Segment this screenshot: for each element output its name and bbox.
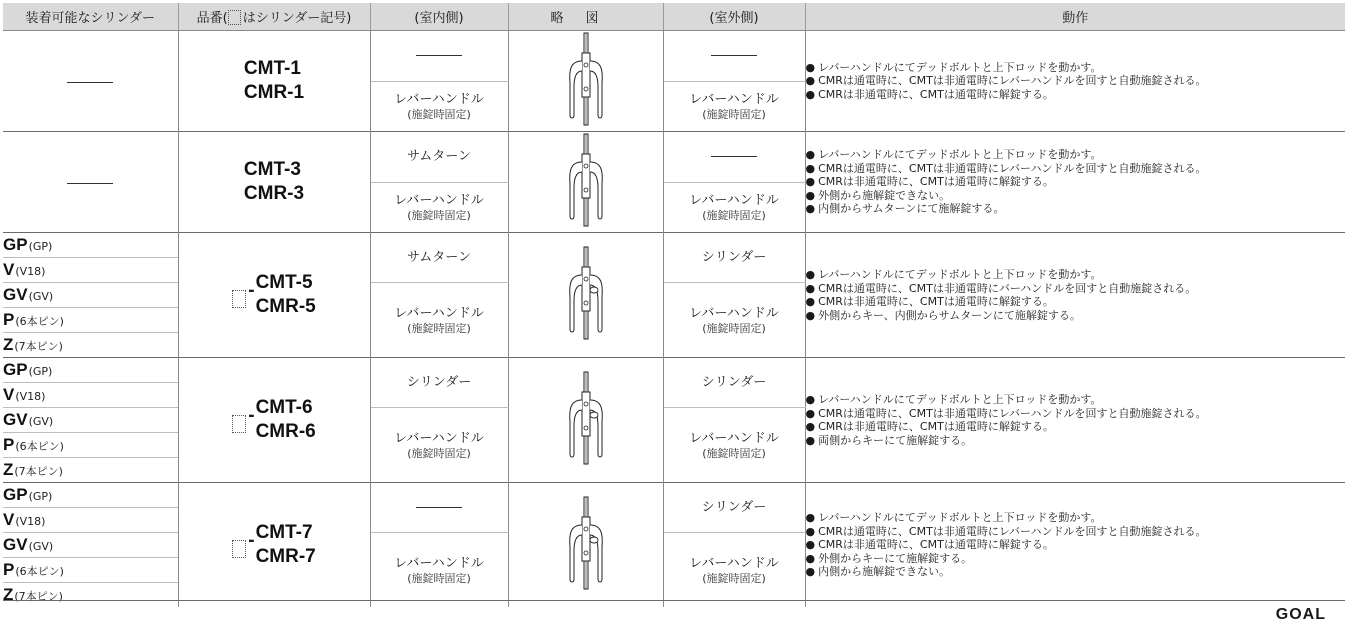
fixed-note: (施錠時固定) [702,208,766,222]
model-number: CMR-7 [255,546,316,568]
model-numbers [244,57,304,105]
cylinder-code: V [3,510,15,529]
lock-diagram-cell [508,31,663,132]
action-item [806,189,1346,203]
bullet-icon: ● [805,308,816,322]
cylinder-spec: (GP) [28,365,53,378]
cylinder-code: Z [3,460,14,479]
action-item [806,393,1346,407]
action-item [806,88,1346,102]
bullet-icon: ● [805,175,816,189]
model-number: CMR-6 [255,421,316,442]
fixed-note: (施錠時固定) [702,446,766,460]
outside-bottom-cell [663,533,805,608]
inside-top-cell [370,358,508,408]
outside-top-cell [663,483,805,533]
bullet-icon: ● [805,268,816,281]
model-number: CMT-7 [255,522,313,544]
prefix-dash: - [248,405,255,426]
action-text: CMRは非通電時に、CMTは通電時に解錠する。 [818,420,1054,433]
header-action: 動作 [805,3,1345,31]
action-text: 両側からキーにて施解錠する。 [818,433,973,447]
action-text: CMRは通電時に、CMTは非通電時にレバーハンドルを回すと自動施錠される。 [818,406,1207,420]
action-item [806,148,1346,162]
lock-spec-table [3,3,1345,607]
header-cylinder: 装着可能なシリンダー [3,3,178,31]
table-row [3,31,1345,82]
cylinder-option [3,558,178,583]
bullet-icon: ● [805,565,816,579]
inside-bottom-label: レバーハンドル [394,555,484,571]
prefix-dash: - [248,280,255,301]
action-text: レバーハンドルにてデッドボルトと上下ロッドを動かす。 [818,60,1102,74]
empty-dash [67,82,113,83]
cylinder-code: P [3,435,15,454]
action-item [806,162,1346,176]
action-item [806,282,1346,296]
action-cell [805,483,1345,608]
inside-top-cell [370,233,508,283]
action-text: CMRは通電時に、CMTは非通電時にレバーハンドルを回すと自動施錠される。 [818,161,1207,175]
cylinder-option [3,283,178,308]
model-wrap [232,521,316,569]
lock-diagram-cell [508,233,663,358]
action-item [806,511,1346,525]
outside-bottom-cell [663,283,805,358]
prefix-dash: - [248,530,255,552]
cylinder-spec: (GV) [28,540,54,553]
bullet-icon: ● [805,511,816,525]
action-text: CMRは非通電時に、CMTは通電時に解錠する。 [818,538,1054,552]
bullet-icon: ● [805,551,816,565]
inside-top-cell [370,132,508,183]
cylinder-code: GV [3,410,28,429]
action-item [806,434,1346,448]
cylinder-code: GP [3,235,28,254]
model-numbers [256,271,316,319]
bullet-icon: ● [805,148,816,162]
outside-bottom-label: レバーハンドル [689,430,779,446]
inside-bottom-cell [370,283,508,358]
cylinder-option [3,408,178,433]
cylinder-option [3,308,178,333]
action-item [806,538,1346,552]
bullet-icon: ● [805,74,816,88]
bullet-icon: ● [805,60,816,74]
model-number: CMT-3 [243,159,301,180]
fixed-note: (施錠時固定) [702,107,766,121]
cylinder-spec: (6本ピン) [15,565,64,578]
model-cell [178,132,370,233]
table-row [3,233,1345,258]
action-text: レバーハンドルにてデッドボルトと上下ロッドを動かす。 [818,148,1102,162]
cylinder-option [3,383,178,408]
model-wrap [232,396,316,444]
action-item [806,202,1346,216]
cylinder-spec: (V18) [15,515,46,528]
outside-bottom-cell [663,408,805,483]
model-cell [178,358,370,483]
action-item [806,565,1346,579]
cylinder-option [3,433,178,458]
model-number: CMR-1 [243,82,305,103]
outside-top-label: シリンダー [701,374,767,390]
action-text: CMRは非通電時に、CMTは通電時に解錠する。 [818,87,1054,101]
bullet-icon: ● [805,281,816,295]
outside-top-label: シリンダー [701,249,767,265]
model-wrap [244,158,304,206]
inside-bottom-cell [370,408,508,483]
cylinder-option [3,358,178,383]
bullet-icon: ● [805,161,816,175]
outside-bottom-cell [663,182,805,233]
action-text: レバーハンドルにてデッドボルトと上下ロッドを動かす。 [818,393,1102,406]
header-model-pre: 品番( [196,11,228,26]
action-item [806,295,1346,309]
model-number: CMR-3 [243,183,305,204]
outside-top-label: シリンダー [701,499,767,515]
bullet-icon: ● [805,295,816,308]
inside-bottom-label: レバーハンドル [394,91,484,107]
model-wrap [244,57,304,105]
outside-bottom-label: レバーハンドル [689,91,779,107]
cylinder-code: P [3,560,15,579]
cylinder-code: GV [3,285,28,304]
cylinder-option [3,233,178,258]
lock-diagram-cell [508,132,663,233]
fixed-note: (施錠時固定) [702,321,766,335]
outside-top-cell [663,132,805,183]
empty-dash [711,156,757,157]
prefix-box-icon [232,415,246,433]
action-text: レバーハンドルにてデッドボルトと上下ロッドを動かす。 [818,268,1102,281]
model-numbers [244,158,304,206]
cylinder-spec: (6本ピン) [15,315,64,328]
inside-top-label: サムターン [406,148,472,164]
cylinder-none [3,31,178,132]
bullet-icon: ● [805,420,816,433]
model-number: CMT-5 [255,272,313,293]
action-item [806,525,1346,539]
cylinder-code: GP [3,360,28,379]
bullet-icon: ● [805,538,816,552]
cylinder-spec: (GP) [28,240,53,253]
fixed-note: (施錠時固定) [407,571,471,585]
action-cell [805,132,1345,233]
inside-bottom-cell [370,533,508,608]
action-text: CMRは非通電時に、CMTは通電時に解錠する。 [818,295,1054,308]
lock-diagram-icon [564,245,608,341]
table-row [3,132,1345,183]
action-item [806,175,1346,189]
model-number: CMR-5 [255,296,316,317]
action-cell [805,31,1345,132]
cylinder-code: GP [3,485,28,504]
header-inside: (室内側) [370,3,508,31]
cylinder-option [3,483,178,508]
outside-top-cell [663,31,805,82]
inside-top-label: サムターン [406,249,472,265]
cylinder-none [3,132,178,233]
inside-bottom-label: レバーハンドル [394,430,484,446]
cylinder-option [3,583,178,608]
table-body [3,31,1345,608]
bullet-icon: ● [805,524,816,538]
action-item [806,420,1346,434]
model-cell [178,31,370,132]
action-text: 外側から施解錠できない。 [818,188,951,202]
empty-dash [67,183,113,184]
cylinder-code: P [3,310,15,329]
fixed-note: (施錠時固定) [702,571,766,585]
fixed-note: (施錠時固定) [407,321,471,335]
inside-bottom-cell [370,81,508,132]
header-model [178,3,370,31]
cylinder-spec: (V18) [15,390,46,403]
action-text: CMRは非通電時に、CMTは通電時に解錠する。 [818,175,1054,189]
cylinder-spec: (GV) [28,415,54,428]
outside-bottom-label: レバーハンドル [689,305,779,321]
cylinder-spec: (7本ピン) [14,465,63,478]
inside-bottom-label: レバーハンドル [394,192,484,208]
action-item [806,407,1346,421]
prefix-box-icon [232,290,246,308]
cylinder-spec: (7本ピン) [14,590,63,604]
empty-dash [416,55,462,56]
cylinder-code: V [3,385,15,404]
model-numbers [256,521,316,569]
cylinder-code: Z [3,335,14,354]
prefix-box-icon [228,10,241,25]
table-row [3,358,1345,383]
model-number: CMT-1 [243,58,301,79]
cylinder-spec: (GP) [28,490,53,503]
action-item [806,309,1346,323]
inside-bottom-label: レバーハンドル [394,305,484,321]
model-cell [178,483,370,608]
cylinder-option [3,458,178,483]
bottom-rule [3,600,1345,601]
bullet-icon: ● [805,87,816,101]
bullet-icon: ● [805,433,816,447]
bullet-icon: ● [805,406,816,420]
inside-top-label: シリンダー [406,374,472,390]
action-item [806,74,1346,88]
lock-diagram-cell [508,483,663,608]
cylinder-spec: (V18) [15,265,46,278]
empty-dash [416,507,462,508]
fixed-note: (施錠時固定) [407,208,471,222]
action-text: 内側から施解錠できない。 [818,565,951,579]
lock-diagram-icon [564,370,608,466]
cylinder-code: Z [3,585,14,605]
action-cell [805,233,1345,358]
outside-top-cell [663,233,805,283]
action-cell [805,358,1345,483]
outside-bottom-label: レバーハンドル [689,192,779,208]
cylinder-code: V [3,260,15,279]
bullet-icon: ● [805,202,816,216]
prefix-box-icon [232,540,246,558]
cylinder-spec: (7本ピン) [14,340,63,353]
header-diagram: 略図 [508,3,663,31]
action-text: CMRは通電時に、CMTは非通電時にレバーハンドルを回すと自動施錠される。 [818,524,1207,538]
cylinder-option [3,508,178,533]
cylinder-code: GV [3,535,28,554]
action-text: 外側からキー、内側からサムターンにて施解錠する。 [818,308,1081,322]
action-text: CMRは通電時に、CMTは非通電時にバーハンドルを回すと自動施錠される。 [818,281,1197,295]
inside-top-cell [370,31,508,82]
header-model-post: はシリンダー記号) [242,11,352,26]
model-number: CMT-6 [255,397,313,418]
model-wrap [232,271,316,319]
model-numbers [256,396,316,444]
action-item [806,268,1346,282]
bullet-icon: ● [805,393,816,406]
action-text: レバーハンドルにてデッドボルトと上下ロッドを動かす。 [818,511,1102,525]
cylinder-spec: (6本ピン) [15,440,64,453]
inside-bottom-cell [370,182,508,233]
action-text: CMRは通電時に、CMTは非通電時にレバーハンドルを回すと自動施錠される。 [818,74,1207,88]
header-row [3,3,1345,31]
outside-bottom-label: レバーハンドル [689,555,779,571]
lock-diagram-icon [564,31,608,127]
fixed-note: (施錠時固定) [407,107,471,121]
header-outside: (室外側) [663,3,805,31]
goal-logo: GOAL [1275,606,1326,623]
cylinder-option [3,533,178,558]
table-row [3,483,1345,508]
model-cell [178,233,370,358]
action-text: 外側からキーにて施解錠する。 [818,551,973,565]
inside-top-cell [370,483,508,533]
outside-bottom-cell [663,81,805,132]
bullet-icon: ● [805,188,816,202]
action-text: 内側からサムターンにて施解錠する。 [818,202,1005,216]
cylinder-spec: (GV) [28,290,54,303]
lock-diagram-icon [564,495,608,591]
fixed-note: (施錠時固定) [407,446,471,460]
lock-diagram-icon [564,132,608,228]
action-item [806,552,1346,566]
outside-top-cell [663,358,805,408]
empty-dash [711,55,757,56]
cylinder-option [3,258,178,283]
cylinder-option [3,333,178,358]
action-item [806,61,1346,75]
lock-diagram-cell [508,358,663,483]
